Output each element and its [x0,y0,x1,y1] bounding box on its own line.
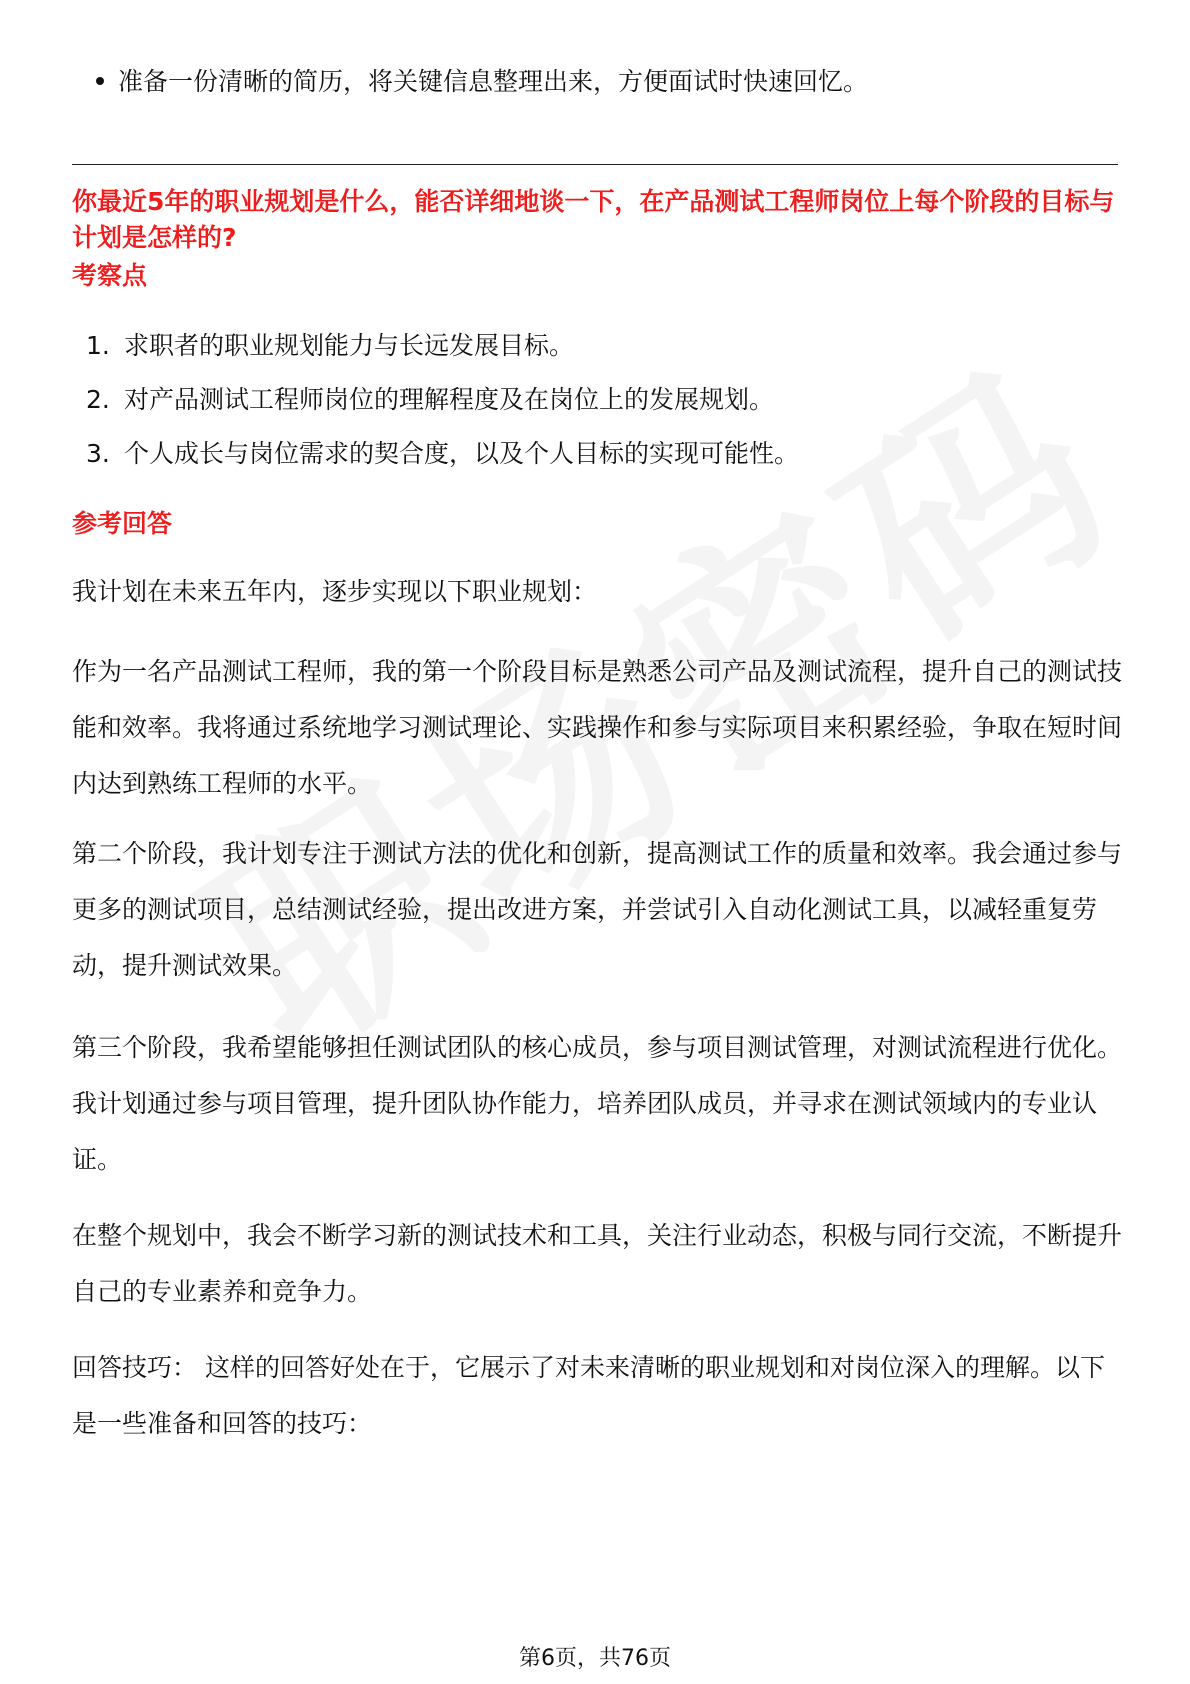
ordered-list-item [86,380,774,420]
bullet-list-item [96,62,868,102]
question-heading: 你最近5年的职业规划是什么，能否详细地谈一下，在产品测试工程师岗位上每个阶段的目标与计划是怎样的? [72,187,1115,252]
list-number: 1. [86,331,110,360]
section-divider [72,164,1118,165]
list-item-text: 求职者的职业规划能力与长远发展目标。 [124,331,575,360]
list-number: 2. [86,385,110,414]
bullet-icon [96,77,104,85]
paragraph: 在整个规划中，我会不断学习新的测试技术和工具，关注行业动态，积极与同行交流，不断提升自己的专业素养和竞争力。 [72,1221,1123,1306]
list-item-text: 个人成长与岗位需求的契合度，以及个人目标的实现可能性。 [124,439,800,468]
paragraph: 回答技巧： 这样的回答好处在于，它展示了对未来清晰的职业规划和对岗位深入的理解。以下是一些准备和回答的技巧： [72,1353,1105,1438]
section-title-kaochadian: 考察点 [72,261,148,290]
paragraph: 作为一名产品测试工程师，我的第一个阶段目标是熟悉公司产品及测试流程，提升自己的测试技能和效率。我将通过系统地学习测试理论、实践操作和参与实际项目来积累经验，争取在短时间内达到熟练工程师的水平。 [72,657,1123,798]
page-number-footer: 第6页，共76页 [519,1646,671,1671]
paragraph: 第二个阶段，我计划专注于测试方法的优化和创新，提高测试工作的质量和效率。我会通过参与更多的测试项目，总结测试经验，提出改进方案，并尝试引入自动化测试工具，以减轻重复劳动，提升测试效果。 [72,839,1123,980]
ordered-list-item [86,434,799,474]
paragraph: 我计划在未来五年内，逐步实现以下职业规划： [72,577,598,606]
list-number: 3. [86,439,110,468]
bullet-text: 准备一份清晰的简历，将关键信息整理出来，方便面试时快速回忆。 [118,67,869,96]
paragraph: 第三个阶段，我希望能够担任测试团队的核心成员，参与项目测试管理，对测试流程进行优化。我计划通过参与项目管理，提升团队协作能力，培养团队成员，并寻求在测试领域内的专业认证。 [72,1033,1123,1174]
list-item-text: 对产品测试工程师岗位的理解程度及在岗位上的发展规划。 [124,385,775,414]
ordered-list-item [86,326,574,366]
section-title-cankaohuida: 参考回答 [72,509,173,538]
